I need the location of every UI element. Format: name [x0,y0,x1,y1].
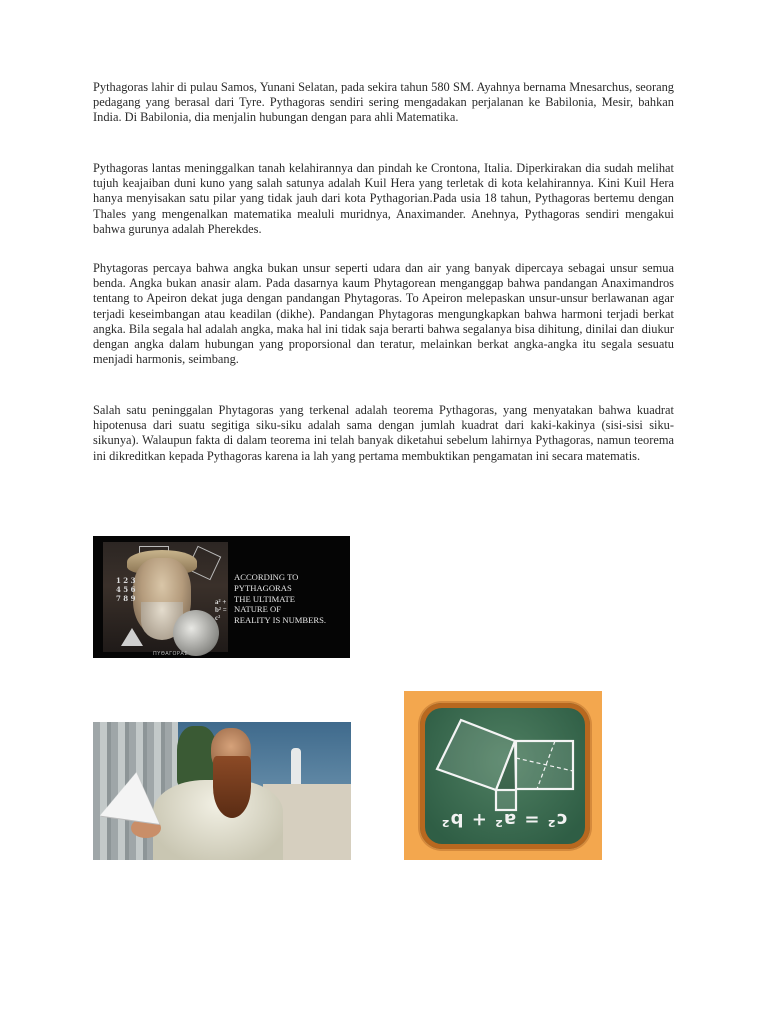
number-sequence: 1 2 3 4 5 6 7 8 9 [116,576,136,603]
equation-text: c² = a² + b² [440,809,568,830]
tetractys-triangle-icon [121,628,143,646]
pythagoras-quote-image [93,536,350,658]
quote-line: THE ULTIMATE [234,593,296,604]
coin-icon [173,610,219,656]
formula-text: a² + b² = c² [215,598,227,622]
paragraph-3: Phytagoras percaya bahwa angka bukan unsur seperti udara dan air yang banyak dipercaya sebagai unsur semua benda. Angka bukan anasir alam. Pada dasarnya kaum Phytagorean menganggap bahwa pandangan Anaximandros tentang to Apeiron dekat juga dengan pandangan Phytagoras. To Apeiron melepaskan unsur-unsur berlawanan agar terjadi keseimbangan atau keadilan (dikhe). Pandangan Phytagoras mengungkapkan bahwa harmoni terjadi berkat angka. Bila segala hal adalah angka, maka hal ini tidak saja berarti bahwa segalanya bisa dihitung, dinilai dan diukur dengan angka dalam hubungan yang proporsional dan teratur, melainkan berkat angka-angka itu segala sesuatu menjadi harmonis, seimbang. [93,261,674,367]
pyramid-icon [100,768,166,824]
quote-line: REALITY IS NUMBERS. [234,615,327,626]
paragraph-2: Pythagoras lantas meninggalkan tanah kelahirannya dan pindah ke Crontona, Italia. Diperkirakan dia sudah melihat tujuh keajaiban duni kuno yang salah satunya adalah Kuil Hera yang terletak di kota kelahirannya. Kini Kuil Hera hanya menyisakan satu pilar yang tidak jauh dari kota Pythagorian.Pada usia 18 tahun, Pythagoras bertemu dengan Thales yang mengenalkan matematika mealuli muridnya, Anaximander. Anehnya, Pythagoras sendiri mengakui bahwa gurunya adalah Pherekdes. [93,161,674,236]
quote-line: ACCORDING TO [234,572,299,582]
quote-line: NATURE OF [234,604,282,615]
statue [291,748,301,784]
pythagorean-theorem-chalkboard-image [404,691,602,860]
pythagoras-portrait [103,542,228,657]
beard [213,756,251,818]
quote-line: PYTHAGORAS [234,582,292,593]
theorem-diagram-icon [404,691,602,860]
paragraph-4: Salah satu peninggalan Phytagoras yang terkenal adalah teorema Pythagoras, yang menyatakan bahwa kuadrat hipotenusa dari suatu segitiga siku-siku adalah sama dengan jumlah kuadrat dari kaki-kakinya (sisi-sisi siku-sikunya). Walaupun fakta di dalam teorema ini telah banyak diketahui sebelum lahirnya Pythagoras, namun teorema ini dikreditkan kepada Pythagoras karena ia lah yang pertama membuktikan pengamatan ini secara matematis. [93,403,674,463]
quote-text [234,572,346,626]
greek-caption: ΠΥΘΑΓΟΡΑΣ [153,651,188,657]
paragraph-1: Pythagoras lahir di pulau Samos, Yunani Selatan, pada sekira tahun 580 SM. Ayahnya bernama Mnesarchus, seorang pedagang yang berasal dari Tyre. Pythagoras sendiri sering mengadakan perjalanan ke Babilonia, Mesir, bahkan India. Di Babilonia, dia menjalin hubungan dengan para ahli Matematika. [93,80,674,125]
pythagoras-painting-image [93,722,351,860]
